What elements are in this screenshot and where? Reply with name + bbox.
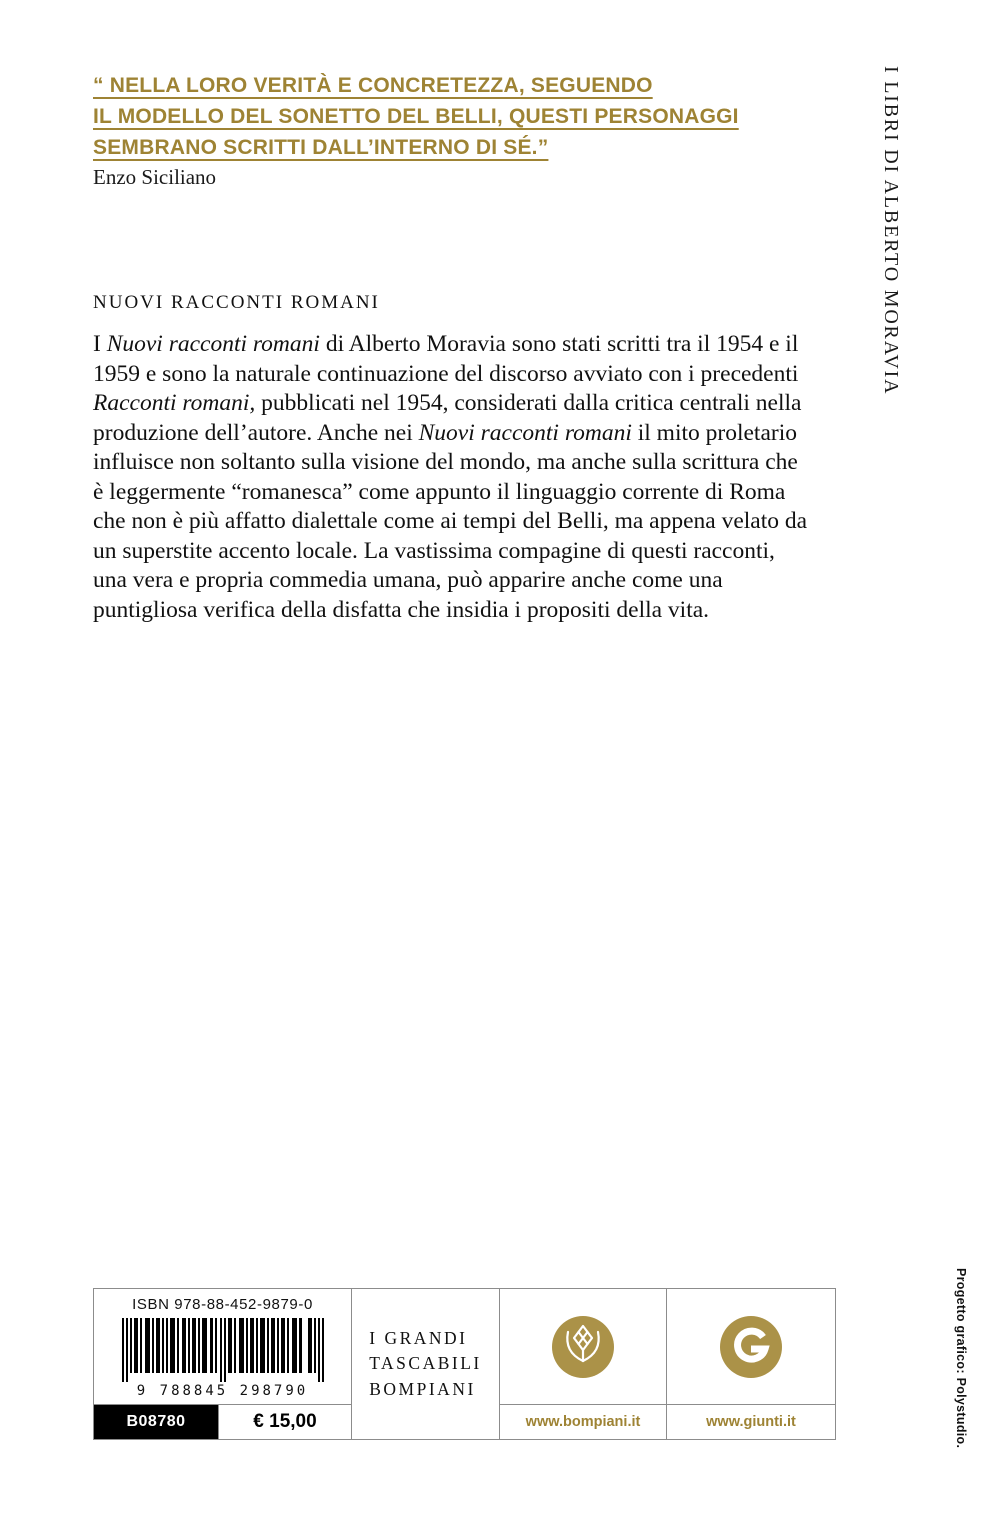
barcode-area: [94, 1289, 351, 1404]
body-segment-italic: Nuovi racconti romani: [106, 331, 320, 357]
spine-series-title: I LIBRI DI ALBERTO MORAVIA: [880, 66, 902, 396]
barcode-section: [94, 1289, 352, 1439]
body-segment: il mito proletario influisce non soltanto sulla visione del mondo, ma anche sulla scrittura che è leggermente “romanesca” come appunto il linguaggio corrente di Roma che non è più affatto dialettale come ai tempi del Belli, ma appena velato da un superstite accento locale. La vastissima compagine di questi racconti, una vera e propria commedia umana, può apparire anche come una puntigliosa verifica della disfatta che insidia i propositi della vita.: [93, 419, 808, 623]
design-credit-vertical: Progetto grafico: Polystudio.: [954, 1268, 968, 1449]
series-line: BOMPIANI: [369, 1378, 476, 1399]
body-segment-italic: Racconti romani,: [93, 390, 256, 416]
isbn-label: ISBN 978-88-452-9879-0: [132, 1296, 313, 1313]
book-description: [93, 330, 809, 625]
body-segment: I: [93, 331, 107, 357]
giunti-logo: [667, 1289, 835, 1404]
quote-line: SEMBRANO SCRITTI DALL’INTERNO DI SÉ.”: [93, 136, 549, 159]
giunti-g-icon: [719, 1315, 783, 1379]
bompiani-section: [500, 1289, 667, 1439]
barcode: [119, 1318, 327, 1382]
giunti-url: www.giunti.it: [667, 1404, 835, 1439]
quote-author: Enzo Siciliano: [93, 165, 217, 189]
bompiani-flower-icon: [551, 1315, 615, 1379]
body-segment-italic: Nuovi racconti romani: [418, 419, 632, 446]
review-quote: [93, 70, 739, 163]
code-price-row: [94, 1404, 351, 1439]
product-code-badge: B08780: [94, 1405, 218, 1439]
body-segment: pubblicati nel 1954, considerati dalla critica centrali nella produzione dell’autore. Anche nei: [93, 390, 802, 446]
bompiani-url: www.bompiani.it: [500, 1404, 666, 1439]
series-name: [369, 1326, 482, 1402]
body-segment: di Alberto Moravia sono stati scritti tra il 1954 e il 1959 e sono la naturale continuazione del discorso avviato con i precedenti: [93, 331, 799, 387]
quote-line: IL MODELLO DEL SONETTO DEL BELLI, QUESTI PERSONAGGI: [93, 105, 739, 128]
bompiani-logo: [500, 1289, 666, 1404]
series-line: I GRANDI: [369, 1327, 468, 1348]
publisher-footer: [93, 1288, 836, 1440]
barcode-digits: 9 788845 298790: [136, 1383, 309, 1399]
price-label: € 15,00: [218, 1405, 351, 1439]
book-title-heading: NUOVI RACCONTI ROMANI: [93, 292, 380, 313]
quote-line: “ NELLA LORO VERITÀ E CONCRETEZZA, SEGUENDO: [93, 74, 653, 97]
series-line: TASCABILI: [369, 1353, 482, 1374]
giunti-section: [667, 1289, 835, 1439]
series-section: [352, 1289, 500, 1439]
